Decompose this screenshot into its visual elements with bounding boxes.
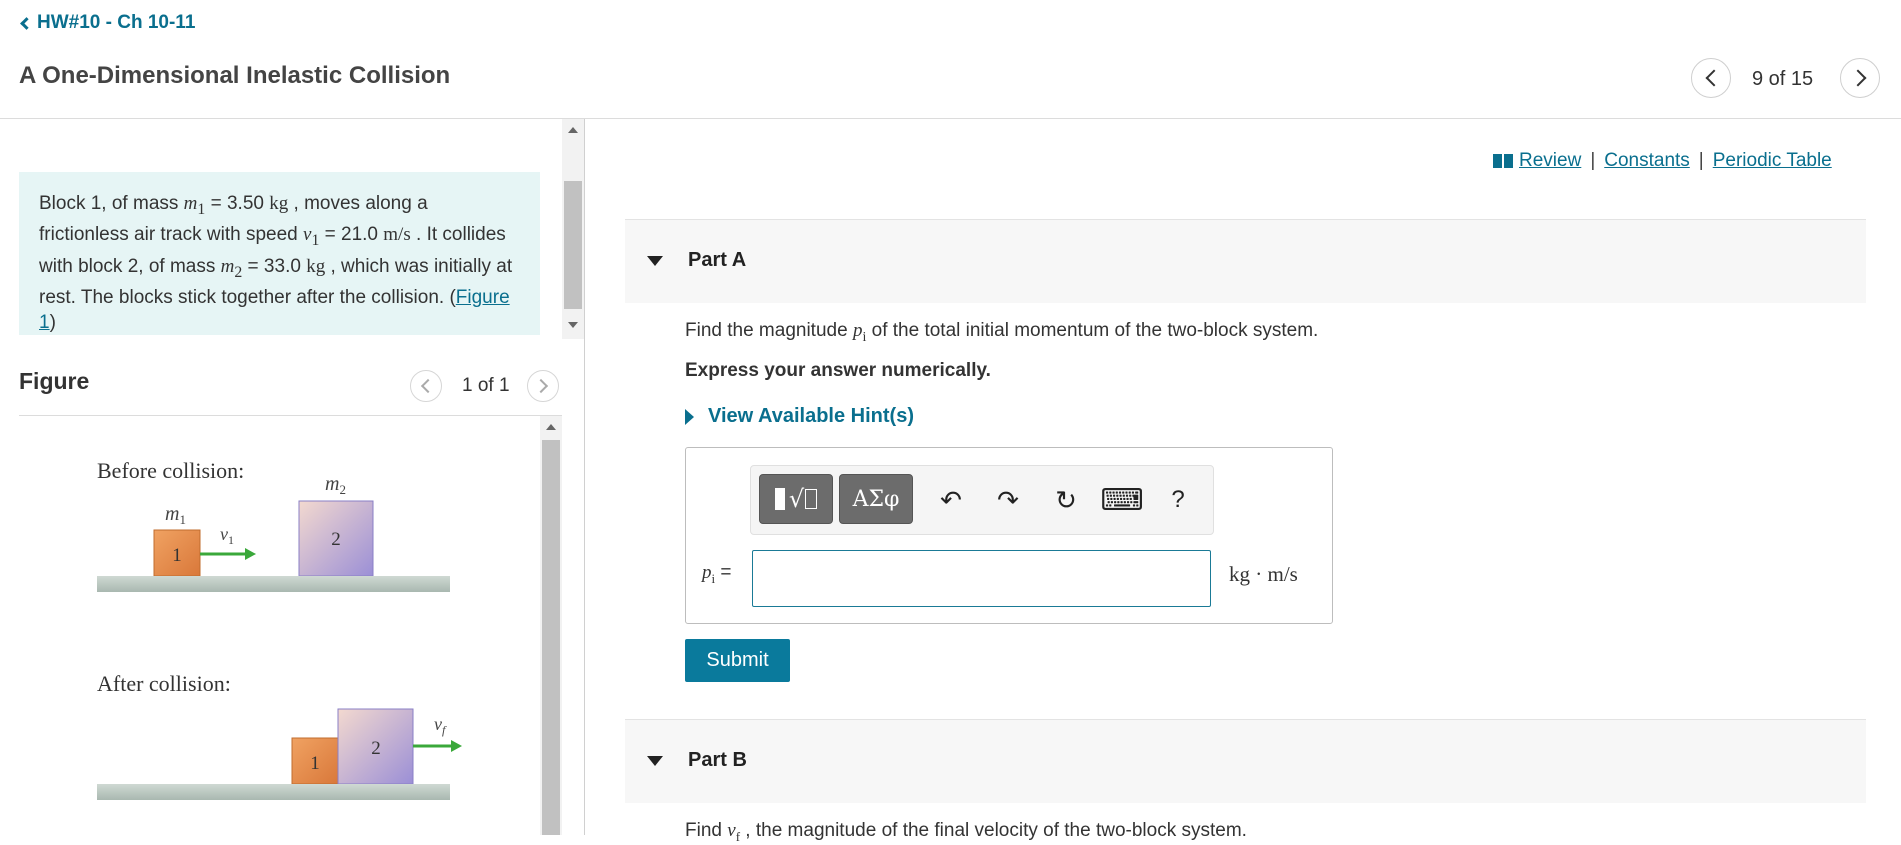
block-1-number: 1 [172,545,182,566]
help-icon[interactable]: ? [1171,486,1185,513]
back-to-assignment-link[interactable] [19,12,195,34]
air-track-before [97,576,450,592]
templates-button[interactable] [759,474,833,524]
left-pane [0,119,585,835]
part-b-label: Part B [688,749,747,771]
block-2-number-after: 2 [371,738,381,759]
equals-sign: = [715,562,732,583]
templates-symbol: √ [788,485,805,513]
answer-instruction: Express your answer numerically. [685,360,991,381]
caret-down-icon [647,256,663,266]
problem-text: , moves along a frictionless air track with speed [39,193,428,246]
templates-icon [775,488,785,510]
problem-text: Block 1, of mass [39,193,184,214]
p-symbol: p [852,320,863,341]
chevron-right-icon [534,379,548,393]
v-subscript: f [735,828,741,844]
link-separator: | [1590,150,1596,171]
back-link-label: HW#10 - Ch 10-11 [37,12,196,33]
figure-count: 1 of 1 [462,375,510,396]
block-2-number: 2 [331,529,341,550]
pane-divider [584,119,585,835]
pager-count: 9 of 15 [1752,68,1814,90]
figure-previous-button[interactable] [410,370,442,402]
block-1-number-after: 1 [310,753,320,774]
scrollbar-thumb[interactable] [564,181,582,309]
reset-icon[interactable]: ↻ [1055,484,1077,515]
m1-label: $m_1$ [165,503,186,527]
part-a-header[interactable] [625,219,1866,303]
v1-label: $v_1$ [220,524,234,547]
chevron-left-icon [421,379,435,393]
v1-symbol: v [303,224,312,246]
m2-subscript: 2 [234,263,243,281]
chevron-left-icon [1706,70,1723,87]
symbols-button[interactable]: ΑΣφ [839,474,913,524]
m1-subscript: 1 [197,200,206,218]
v1-arrowhead-icon [245,548,256,560]
chevron-left-icon [20,17,33,30]
question-text: Find the magnitude [685,320,853,341]
hints-label: View Available Hint(s) [708,405,914,427]
m2-label: $m_2$ [325,473,346,497]
unit-kg: kg [269,193,289,214]
answer-unit: kg · m/s [1229,562,1298,586]
scrollbar-thumb[interactable] [542,440,560,835]
answer-box [685,447,1333,624]
v-symbol: v [727,820,736,841]
figure-divider [19,415,562,416]
problem-text: ) [49,312,56,334]
figure-heading: Figure [19,368,90,394]
m2-symbol: m [220,255,235,277]
templates-box-icon [805,489,817,509]
before-collision-label: Before collision: [97,458,245,483]
problem-scrollbar[interactable] [562,119,584,339]
periodic-table-link[interactable]: Periodic Table [1712,150,1832,171]
part-a-label: Part A [688,249,747,271]
link-separator: | [1698,150,1704,171]
scroll-up-icon[interactable] [546,424,556,430]
p-subscript: i [862,329,867,345]
keyboard-icon[interactable]: ⌨ [1100,483,1144,517]
book-icon [1493,154,1513,168]
unit-m-per-s: m/s [383,224,411,246]
figure-next-button[interactable] [527,370,559,402]
question-text: of the total initial momentum of the two-block system. [866,320,1319,341]
problem-text: = 3.50 [205,193,270,214]
question-text: , the magnitude of the final velocity of the two-block system. [740,820,1247,841]
answer-input[interactable] [752,550,1211,607]
p-subscript: i [711,570,716,586]
problem-text: , which was initially at rest. The blocks stick together after the collision. ( [39,255,513,308]
m1-symbol: m [183,193,198,214]
next-item-button[interactable] [1840,58,1880,98]
problem-text: . It collides with block 2, of mass [39,224,506,277]
question-text: Find [685,820,728,841]
page-title: A One-Dimensional Inelastic Collision [19,62,451,89]
after-collision-label: After collision: [97,671,231,696]
resource-links [1493,150,1832,172]
problem-statement [19,172,540,335]
caret-down-icon [647,756,663,766]
previous-item-button[interactable] [1691,58,1731,98]
view-hints-toggle[interactable] [685,405,914,428]
vf-label: $v_f$ [434,714,446,737]
review-link[interactable]: Review [1519,150,1582,171]
scroll-up-icon[interactable] [568,127,578,133]
submit-button[interactable]: Submit [685,639,790,682]
problem-text: = 33.0 [242,255,307,277]
caret-right-icon [685,409,694,425]
answer-label [702,562,732,587]
constants-link[interactable]: Constants [1604,150,1690,171]
part-a-question [685,320,1318,346]
undo-icon[interactable]: ↶ [940,484,962,515]
unit-kg: kg [306,255,326,277]
scroll-down-icon[interactable] [568,322,578,328]
v1-subscript: 1 [311,232,320,250]
figure-link[interactable]: Figure 1 [39,286,510,334]
collision-figure [19,417,539,835]
vf-arrowhead-icon [451,740,462,752]
chevron-right-icon [1850,70,1867,87]
figure-scrollbar[interactable] [540,416,562,835]
p-symbol: p [702,562,712,583]
part-b-header[interactable] [625,719,1866,803]
part-b-question [685,820,1247,845]
math-toolbar [750,465,1214,535]
air-track-after [97,784,450,800]
redo-icon[interactable]: ↷ [997,484,1019,515]
problem-text: = 21.0 [319,224,384,246]
